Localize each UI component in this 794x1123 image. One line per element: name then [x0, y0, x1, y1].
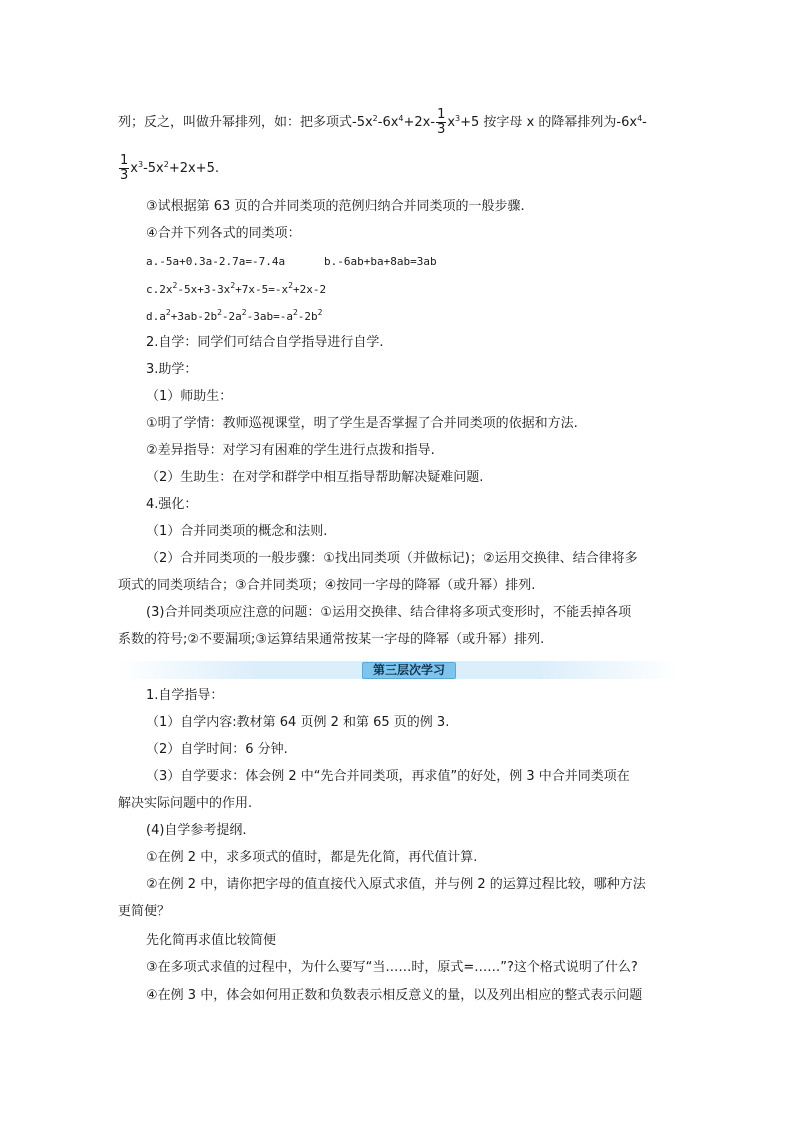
example-a: a.-5a+0.3a-2.7a=-7.4a [146, 255, 286, 268]
text: 列；反之，叫做升幂排列，如：把多项式-5x [118, 115, 373, 130]
paragraph: （1）自学内容:教材第 64 页例 2 和第 65 页的例 3. [146, 715, 450, 730]
exponent: 3 [137, 160, 144, 169]
text: x [447, 115, 456, 130]
text: - [642, 115, 647, 130]
exponent: 3 [455, 114, 461, 123]
exponent: 2 [163, 160, 169, 169]
text: -6x [377, 115, 399, 130]
paragraph: ③试根据第 63 页的合并同类项的范例归纳合并同类项的一般步骤. [146, 199, 525, 214]
text: -3ab=-a [246, 310, 293, 323]
paragraph: （1）合并同类项的概念和法则. [146, 524, 328, 539]
exponent: 2 [288, 281, 293, 290]
exponent: 2 [165, 308, 171, 317]
formula-line-2 [118, 154, 219, 183]
text: +2x+5. [168, 161, 219, 176]
text: -2a [221, 310, 242, 323]
paragraph: ②在例 2 中，请你把字母的值直接代入原式求值，并与例 2 的运算过程比较，哪种方法 [146, 877, 646, 892]
paragraph: 系数的符号;②不要漏项;③运算结果通常按某一字母的降幂（或升幂）排列. [118, 632, 545, 647]
numerator: 1 [437, 107, 446, 122]
formula-line-1 [118, 108, 647, 137]
paragraph: ①明了学情：教师巡视课堂，明了学生是否掌握了合并同类项的依据和方法. [146, 416, 578, 431]
paragraph: （3）自学要求：体会例 2 中“先合并同类项，再求值”的好处，例 3 中合并同类项在 [146, 769, 630, 784]
exponent: 2 [230, 281, 236, 290]
paragraph: 先化简再求值比较简便 [146, 933, 277, 948]
text: +5 按字母 x 的降幂排列为-6x [460, 115, 638, 130]
paragraph: 2.自学：同学们可结合自学指导进行自学. [146, 335, 384, 350]
paragraph: ②差异指导：对学习有困难的学生进行点拨和指导. [146, 443, 435, 458]
paragraph: 4.强化： [146, 497, 198, 512]
text: -2b [297, 310, 318, 323]
paragraph: ④合并下列各式的同类项： [146, 226, 301, 241]
paragraph: (4)自学参考提纲. [146, 823, 247, 838]
paragraph: （2）自学时间：6 分钟. [146, 742, 288, 757]
paragraph: 解决实际问题中的作用. [118, 796, 253, 811]
exponent: 2 [172, 281, 178, 290]
paragraph: ③在多项式求值的过程中，为什么要写“当……时，原式=……”?这个格式说明了什么? [146, 960, 638, 975]
paragraph: (3)合并同类项应注意的问题：①运用交换律、结合律将多项式变形时，不能丢掉各项 [146, 605, 632, 620]
paragraph: ④在例 3 中，体会如何用正数和负数表示相反意义的量，以及列出相应的整式表示问题 [146, 988, 643, 1003]
text: -5x+3-3x [177, 283, 231, 296]
paragraph: （2）生助生：在对学和群学中相互指导帮助解决疑难问题. [146, 470, 484, 485]
example-b: b.-6ab+ba+8ab=3ab [324, 255, 437, 268]
text: +2x-2 [292, 283, 327, 296]
section-title: 第三层次学习 [362, 662, 456, 679]
denominator: 3 [437, 122, 446, 137]
numerator: 1 [120, 153, 129, 168]
fraction [436, 108, 446, 137]
paragraph: 1.自学指导： [146, 688, 224, 703]
exponent: 2 [317, 308, 323, 317]
exponent: 4 [637, 114, 643, 123]
text: +2x- [403, 115, 436, 130]
example-d [146, 307, 322, 327]
exponent: 2 [241, 308, 247, 317]
text: -5x [143, 161, 164, 176]
paragraph: （2）合并同类项的一般步骤：①找出同类项（并做标记)；②运用交换律、结合律将多 [146, 551, 638, 566]
paragraph: （1）师助生： [146, 389, 233, 404]
text: +7x-5=-x [235, 283, 289, 296]
paragraph: 项式的同类项结合；③合并同类项；④按同一字母的降幂（或升幂）排列. [118, 578, 536, 593]
denominator: 3 [120, 168, 129, 183]
paragraph: 3.助学： [146, 362, 198, 377]
text: x [130, 161, 138, 176]
exponent: 2 [292, 308, 298, 317]
text: d.a [146, 310, 166, 323]
fraction [119, 154, 129, 183]
text: c.2x [146, 283, 173, 296]
paragraph: 更简便？ [118, 904, 171, 919]
paragraph: ①在例 2 中，求多项式的值时，都是先化简，再代值计算. [146, 850, 478, 865]
section-banner [118, 661, 678, 679]
exponent: 2 [217, 308, 222, 317]
example-c [146, 280, 326, 300]
text: +3ab-2b [170, 310, 218, 323]
exponent: 2 [372, 114, 378, 123]
exponent: 4 [398, 114, 404, 123]
